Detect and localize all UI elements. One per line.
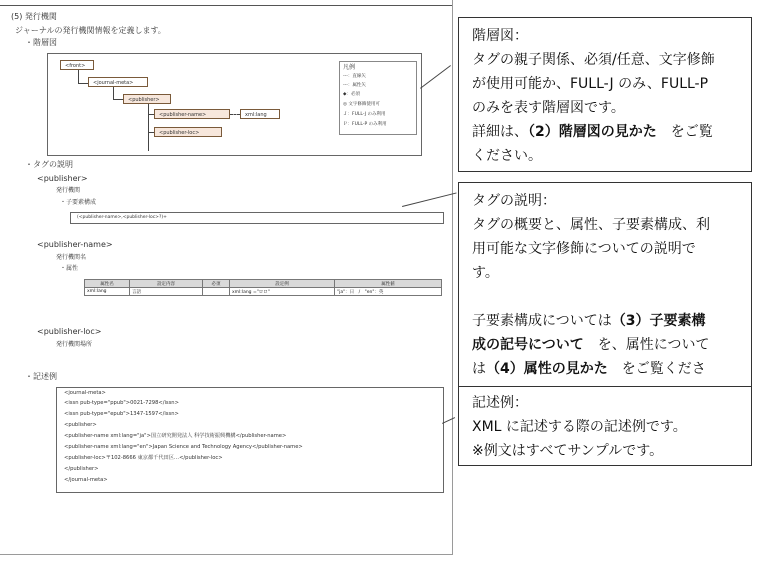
callout-text: ください。 <box>472 148 542 164</box>
publisher-desc: 発行機関 <box>56 187 81 194</box>
code-line: <issn pub-type="ppub">0021-7298</issn> <box>64 400 179 406</box>
callout-reference: （4）属性の見かた <box>486 361 608 377</box>
table-cell: xml:lang ="ロロ" <box>230 288 335 296</box>
section-intro: ジャーナルの発行機関情報を定義します。 <box>15 26 166 35</box>
hierarchy-diagram <box>47 53 422 156</box>
callout-text: は <box>472 361 486 377</box>
attribute-connector <box>230 114 240 115</box>
tag-heading: ・タグの説明 <box>25 160 73 169</box>
table-row <box>85 288 442 296</box>
publisher-loc-tag: <publisher-loc> <box>37 327 102 336</box>
legend-item: ◎ 文字修飾使用可 <box>343 102 380 107</box>
legend-item: Ｐ：FULL-P のみ利用 <box>343 122 387 127</box>
code-line: <publisher-loc>〒102-8666 東京都千代田区…</publisher-loc> <box>64 455 223 461</box>
node-publisher-loc: <publisher-loc> <box>154 127 222 137</box>
attribute-table-header <box>85 280 442 288</box>
callout-detail-line <box>472 120 741 144</box>
callout-reference: （2）階層図の見かた <box>528 124 657 140</box>
section-title: (5) 発行機関 <box>11 12 57 21</box>
publisher-name-desc: 発行機関名 <box>56 254 87 261</box>
code-line: <issn pub-type="epub">1347-1597</issn> <box>64 411 179 417</box>
node-publisher-name: <publisher-name> <box>154 109 230 119</box>
page-top-rule <box>0 5 452 6</box>
callout-text: す。 <box>472 265 499 281</box>
node-xml-lang: xml:lang <box>240 109 280 119</box>
callout-text: 詳細は、 <box>472 124 528 140</box>
callout-tag-description <box>458 182 752 387</box>
callout-text: XML に記述する際の記述例です。 <box>472 419 687 435</box>
header-cell: 属性名 <box>85 280 130 288</box>
callout-title: 階層図： <box>472 28 528 44</box>
publisher-tag: <publisher> <box>37 174 88 183</box>
child-heading: ・子要素構成 <box>60 199 97 206</box>
header-cell: 設定例 <box>230 280 335 288</box>
callout-text: タグの概要と、属性、子要素構成、利 <box>472 217 710 233</box>
callout-reference: （3）子要素構 <box>611 313 706 329</box>
callout-line <box>472 357 741 381</box>
callout-hierarchy <box>458 17 752 172</box>
callout-text: 用可能な文字修飾についての説明で <box>472 241 696 257</box>
publisher-loc-desc: 発行機関場所 <box>56 341 93 348</box>
callout-text: をご覧 <box>656 124 713 140</box>
callout-text: をご覧くださ <box>607 361 706 377</box>
node-front: <front> <box>60 60 94 70</box>
callout-example <box>458 386 752 466</box>
node-journal-meta: <journal-meta> <box>88 77 148 87</box>
callout-text: 子要素構成については <box>472 313 612 329</box>
code-example <box>56 387 444 493</box>
connector <box>78 83 88 84</box>
header-cell: 必須 <box>203 280 230 288</box>
hierarchy-legend <box>339 61 417 135</box>
legend-title: 凡例 <box>343 64 356 71</box>
callout-text: ※例文はすべてサンプルです。 <box>472 443 664 459</box>
callout-title: タグの説明： <box>472 193 556 209</box>
example-heading: ・記述例 <box>25 372 57 381</box>
callout-spacer <box>472 285 741 309</box>
node-publisher: <publisher> <box>123 94 171 104</box>
callout-line <box>472 333 741 357</box>
code-line: <publisher-name xml:lang="en">Japan Science and Technology Agency</publisher-name> <box>64 444 303 450</box>
callout-text: を、属性について <box>583 337 710 353</box>
header-cell: 属性値 <box>335 280 442 288</box>
attribute-table <box>84 279 442 296</box>
legend-item: Ｊ：FULL-J のみ利用 <box>343 112 386 117</box>
callout-text: タグの親子関係、必須/任意、文字修飾 <box>472 52 715 68</box>
callout-reference: 成の記号について <box>472 337 584 353</box>
code-line: </journal-meta> <box>64 477 108 483</box>
callout-title: 記述例： <box>472 395 528 411</box>
code-line: <publisher> <box>64 422 97 428</box>
attr-heading: ・属性 <box>60 265 79 272</box>
connector <box>78 70 79 84</box>
code-line: <journal-meta> <box>64 390 106 396</box>
header-cell: 設定内容 <box>130 280 203 288</box>
table-cell: xml:lang <box>85 288 130 296</box>
code-line: <publisher-name xml:lang="ja">国立研究開発法人 科学技術振興機構</publisher-name> <box>64 433 287 439</box>
legend-item: ◆：必須 <box>343 92 360 97</box>
callout-text: のみを表す階層図です。 <box>472 100 625 116</box>
table-cell: "ja"：日 / "en"：英 <box>335 288 442 296</box>
legend-item: ---：直線矢 <box>343 74 366 79</box>
callout-text: が使用可能か、FULL-J のみ、FULL-P <box>472 76 709 92</box>
callout-line <box>472 309 741 333</box>
legend-item: ---：属性矢 <box>343 83 366 88</box>
connector <box>113 99 123 100</box>
table-cell: 言語 <box>130 288 203 296</box>
table-cell <box>203 288 230 296</box>
publisher-name-tag: <publisher-name> <box>37 240 113 249</box>
child-structure-box <box>70 212 444 224</box>
connector <box>148 104 149 151</box>
child-structure: (<publisher-name>,<publisher-loc>?)+ <box>77 215 167 220</box>
code-line: </publisher> <box>64 466 99 472</box>
hierarchy-heading: ・階層図 <box>25 38 57 47</box>
